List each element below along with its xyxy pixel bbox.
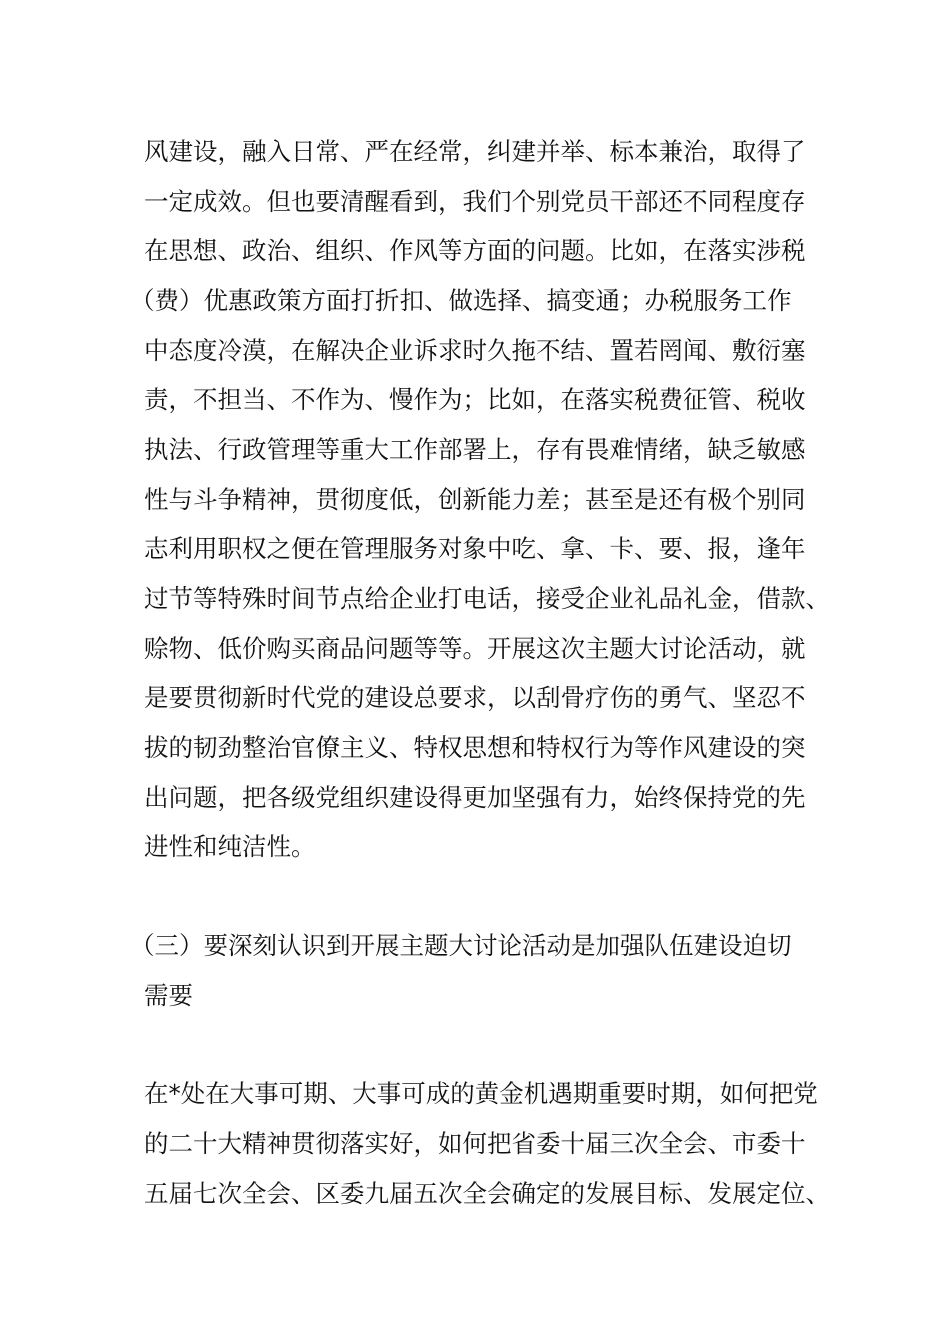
paragraph-1-line: 进性和纯洁性。 xyxy=(144,832,316,861)
paragraph-1-line: 一定成效。但也要清醒看到，我们个别党员干部还不同程度存 xyxy=(144,187,806,216)
paragraph-1-line: 中态度冷漠，在解决企业诉求时久拖不结、置若罔闻、敷衍塞 xyxy=(144,336,806,365)
paragraph-1-line: （费）优惠政策方面打折扣、做选择、搞变通；办税服务工作 xyxy=(130,286,792,315)
paragraph-1-line: 拔的韧劲整治官僚主义、特权思想和特权行为等作风建设的突 xyxy=(144,733,806,762)
paragraph-2-line: 的二十大精神贯彻落实好，如何把省委十届三次全会、市委十 xyxy=(144,1129,806,1158)
paragraph-1-line: 赊物、低价购买商品问题等等。开展这次主题大讨论活动，就 xyxy=(144,634,806,663)
paragraph-2-line: 五届七次全会、区委九届五次全会确定的发展目标、发展定位、 xyxy=(144,1179,830,1208)
paragraph-1-line: 是要贯彻新时代党的建设总要求，以刮骨疗伤的勇气、坚忍不 xyxy=(144,683,806,712)
paragraph-1-line: 出问题，把各级党组织建设得更加坚强有力，始终保持党的先 xyxy=(144,783,806,812)
paragraph-1-line: 在思想、政治、组织、作风等方面的问题。比如，在落实涉税 xyxy=(144,236,806,265)
paragraph-1-line: 志利用职权之便在管理服务对象中吃、拿、卡、要、报，逢年 xyxy=(144,534,806,563)
paragraph-1-line: 过节等特殊时间节点给企业打电话，接受企业礼品礼金，借款、 xyxy=(144,584,830,613)
section-heading-line: 需要 xyxy=(144,981,193,1010)
paragraph-1-line: 风建设，融入日常、严在经常，纠建并举、标本兼治，取得了 xyxy=(144,137,806,166)
paragraph-2-line: 在*处在大事可期、大事可成的黄金机遇期重要时期，如何把党 xyxy=(144,1079,818,1108)
section-heading-line: （三）要深刻认识到开展主题大讨论活动是加强队伍建设迫切 xyxy=(130,931,792,960)
paragraph-1-line: 执法、行政管理等重大工作部署上，存有畏难情绪，缺乏敏感 xyxy=(144,435,806,464)
paragraph-1-line: 性与斗争精神，贯彻度低，创新能力差；甚至是还有极个别同 xyxy=(144,485,806,514)
paragraph-1-line: 责，不担当、不作为、慢作为；比如，在落实税费征管、税收 xyxy=(144,385,806,414)
